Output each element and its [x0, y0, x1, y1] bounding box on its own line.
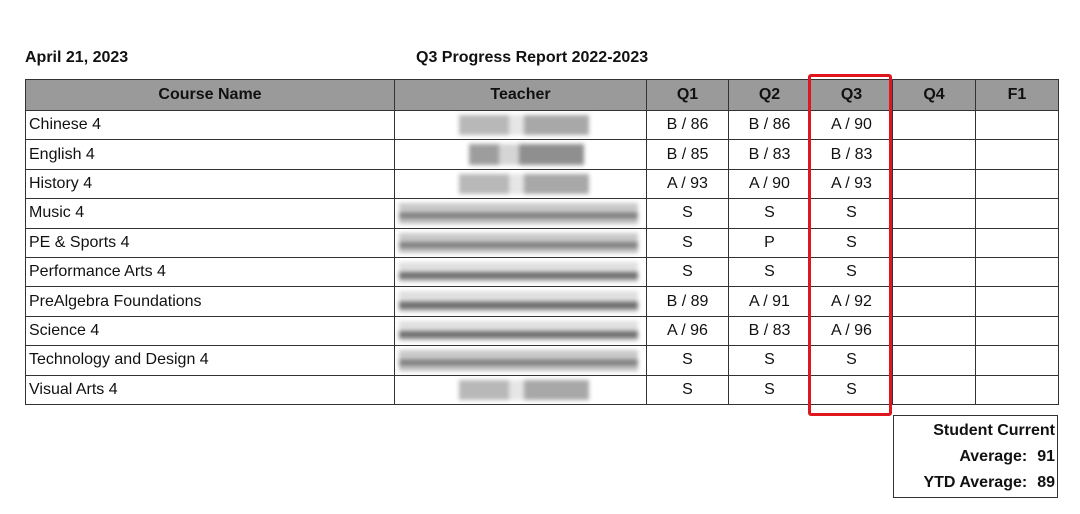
column-header-f1: F1 [976, 80, 1059, 111]
grade-q3: A / 90 [811, 111, 893, 140]
table-row [26, 169, 1059, 198]
column-header-course: Course Name [26, 80, 395, 111]
course-name: Music 4 [26, 199, 395, 228]
grade-q2: B / 86 [729, 111, 811, 140]
grade-f1 [976, 228, 1059, 257]
table-row [26, 287, 1059, 316]
grade-q2: B / 83 [729, 140, 811, 169]
grade-q1: A / 93 [647, 169, 729, 198]
teacher-redacted [395, 375, 647, 404]
table-row [26, 228, 1059, 257]
grade-f1 [976, 287, 1059, 316]
grade-f1 [976, 257, 1059, 286]
grade-q1: S [647, 199, 729, 228]
grade-q1: S [647, 228, 729, 257]
grade-q4 [893, 169, 976, 198]
column-header-q4: Q4 [893, 80, 976, 111]
grade-q2: B / 83 [729, 316, 811, 345]
current-average-line [959, 448, 1055, 466]
course-name: Visual Arts 4 [26, 375, 395, 404]
grade-q3: A / 93 [811, 169, 893, 198]
course-name: History 4 [26, 169, 395, 198]
grade-f1 [976, 346, 1059, 375]
grade-q3: A / 96 [811, 316, 893, 345]
grade-f1 [976, 111, 1059, 140]
grade-f1 [976, 199, 1059, 228]
table-row [26, 111, 1059, 140]
grade-q4 [893, 316, 976, 345]
grade-q3: S [811, 228, 893, 257]
report-date: April 21, 2023 [25, 49, 129, 66]
grade-q3: S [811, 199, 893, 228]
teacher-redacted [395, 140, 647, 169]
grade-q2: S [729, 199, 811, 228]
teacher-redacted [395, 228, 647, 257]
grade-q1: B / 86 [647, 111, 729, 140]
ytd-average-line [923, 474, 1055, 492]
grade-q1: S [647, 257, 729, 286]
grade-f1 [976, 140, 1059, 169]
course-name: Performance Arts 4 [26, 257, 395, 286]
grade-q3: S [811, 346, 893, 375]
course-name: Chinese 4 [26, 111, 395, 140]
grade-q4 [893, 228, 976, 257]
grade-q2: S [729, 257, 811, 286]
grade-q4 [893, 346, 976, 375]
ytd-average-label: YTD Average: [923, 474, 1028, 491]
summary-box [893, 415, 1058, 498]
course-name: Technology and Design 4 [26, 346, 395, 375]
course-name: PreAlgebra Foundations [26, 287, 395, 316]
grades-table [25, 79, 1059, 405]
table-row [26, 257, 1059, 286]
table-row [26, 316, 1059, 345]
teacher-redacted [395, 346, 647, 375]
grade-q3: A / 92 [811, 287, 893, 316]
current-average-label-1: Student Current [933, 422, 1055, 439]
grade-q2: S [729, 346, 811, 375]
grade-f1 [976, 169, 1059, 198]
grade-q1: B / 89 [647, 287, 729, 316]
grade-q2: P [729, 228, 811, 257]
grade-f1 [976, 316, 1059, 345]
grade-q3: B / 83 [811, 140, 893, 169]
course-name: English 4 [26, 140, 395, 169]
current-average-value: 91 [1037, 448, 1055, 465]
grade-q1: B / 85 [647, 140, 729, 169]
teacher-redacted [395, 111, 647, 140]
column-header-teacher: Teacher [395, 80, 647, 111]
grade-q2: A / 90 [729, 169, 811, 198]
grade-q4 [893, 375, 976, 404]
teacher-redacted [395, 169, 647, 198]
grade-q1: S [647, 346, 729, 375]
grade-q2: S [729, 375, 811, 404]
table-row [26, 346, 1059, 375]
grade-q4 [893, 140, 976, 169]
current-average-label-2: Average: [959, 448, 1028, 465]
grade-q1: S [647, 375, 729, 404]
column-header-q1: Q1 [647, 80, 729, 111]
course-name: Science 4 [26, 316, 395, 345]
teacher-redacted [395, 199, 647, 228]
table-row [26, 375, 1059, 404]
column-header-q3: Q3 [811, 80, 893, 111]
teacher-redacted [395, 257, 647, 286]
column-header-q2: Q2 [729, 80, 811, 111]
table-row [26, 140, 1059, 169]
report-title: Q3 Progress Report 2022-2023 [416, 49, 649, 66]
course-name: PE & Sports 4 [26, 228, 395, 257]
grade-q4 [893, 257, 976, 286]
teacher-redacted [395, 316, 647, 345]
grade-f1 [976, 375, 1059, 404]
header-row [26, 80, 1059, 111]
teacher-redacted [395, 287, 647, 316]
grade-q1: A / 96 [647, 316, 729, 345]
grade-q3: S [811, 257, 893, 286]
grade-q4 [893, 111, 976, 140]
grade-q4 [893, 199, 976, 228]
ytd-average-value: 89 [1037, 474, 1055, 491]
grade-q4 [893, 287, 976, 316]
grade-q2: A / 91 [729, 287, 811, 316]
table-row [26, 199, 1059, 228]
grade-q3: S [811, 375, 893, 404]
